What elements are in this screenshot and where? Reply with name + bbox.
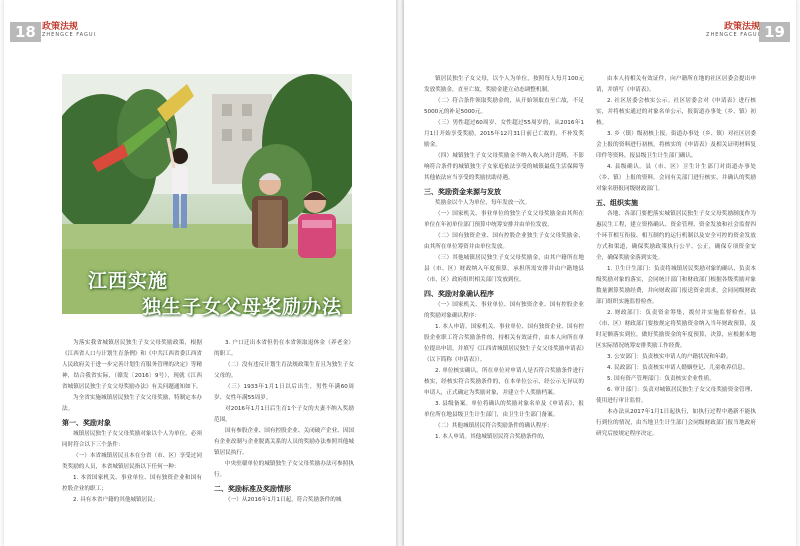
paragraph: 对2016年1月1日后生育1个子女的夫妻不纳入奖励范围。 [214,406,354,423]
section-heading: 四、奖励对象确认程序 [424,290,494,298]
section-header-cn: 政策法规 [42,22,79,32]
paragraph: （一）国家机关、事业单位、国有独资企业、国有控股企业的奖励对象确认程序： [424,302,584,319]
paragraph: 3. 县级备案。单位将确认的奖励对象名单及《申请表》，报单位所在地县级卫生计生部门，由卫生计生部门备案。 [424,401,584,418]
section-heading: 二、奖励标准及奖励情形 [214,485,291,493]
text-column-2 [214,338,354,506]
section-heading: 三、奖励资金来源与发放 [424,188,501,196]
page-number-right: 19 [759,22,790,42]
text-column-1 [62,338,202,506]
paragraph: 3. 乡（镇）级初核上报。街道办事处（乡、镇）对社区居委会上报的资料进行初核，将核实的《申请表》及相关证明材料复印件等资料，报县级卫生计生部门确认。 [596,131,756,159]
paragraph: 6. 审计部门：负责对城镇居民独生子女父母奖励资金管理、使用进行审计监督。 [596,387,756,404]
paragraph: 镇居民独生子女父母，以个人为单位，按照每人每月100元发放奖励金，直至亡故，奖励金建立动态调整机制。 [424,76,584,93]
paragraph: 2. 社区居委会核实公示。社区居委会对《申请表》进行核实，并将核实通过的对象名单公示，报街道办事处（乡、镇）初核。 [596,98,756,126]
page-gutter [396,0,404,546]
paragraph: 2. 财政部门：负责资金筹集，拨付并实施监督检查，县（市、区）财政部门要按规定将奖励资金纳入当年财政预算，及时足额落实到位，做好奖励资金的年度预算，决算，应根据本地区实际情况统筹安排奖励工作经费。 [596,310,756,349]
text-column-3 [424,74,584,443]
paragraph: 为全省实施城镇居民独生子女父母奖励，特制定本办法。 [62,395,202,412]
paragraph: 1. 本省国家机关、事业单位、国有独资企业和国有控股企业的职工； [62,475,202,492]
paragraph: （四）城镇独生子女父母奖励金不纳入收入统计范畴，不影响符合条件的城镇独生子女家庭依法享受的城镇最低生活保障等其他依法应当享受的奖励扶助待遇。 [424,153,584,181]
paragraph: 奖励金以个人为单位，每年发放一次。 [435,200,531,206]
paragraph: 4. 民政部门：负责核实申请人婚姻登记、儿童收养信息。 [607,365,749,371]
paragraph: 1. 本人申请。其他城镇居民符合奖励条件的， [435,434,549,440]
paragraph: （二）符合条件领取奖励金的，从开始领取直至亡故，不足5000元的补足5000元。 [424,98,584,115]
section-header-en: ZHENGCE FAGUI [706,32,760,38]
section-heading: 五、组织实施 [596,199,638,207]
paragraph: （一）本省城镇居民且本在分省（市、区）享受过同类奖励的人员，本省城镇居民指以下任何一种： [62,453,202,470]
paragraph: 城镇居民独生子女父母奖励对象以个人为单位，必须同时符合以下三个条件： [62,431,202,448]
paragraph: 3. 户口迁出本省但仍在本省领取退休金（养老金）的职工。 [214,340,354,357]
paragraph: 中央驻赣单位的城镇独生子女父母奖励办法可参照执行。 [214,461,354,478]
article-title [62,258,352,328]
paragraph: 本办法从2017年1月1日起执行，如执行过程中遇新不能执行到位的情况，由当地卫生计生部门会同级财政部门报当地政府研究后按规定程序决定。 [596,409,756,437]
paragraph: 4. 县级确认。县（市、区）卫生计生部门对街道办事处（乡、镇）上报的资料，会同有关部门进行核实，并确认的奖励对象名册报同级财政部门。 [596,164,756,192]
paragraph: （二）国有独资企业、国有控股企业独生子女父母奖励金，由其所在单位筹资并由单位发放。 [424,233,584,250]
title-line-2: 独生子女父母奖励办法 [142,296,343,318]
paragraph: （三）男性超过60周岁、女性超过55周岁的，从2016年1月1日开始享受奖励，2015年12月31日前已亡故的，不补发奖励金。 [424,120,584,148]
paragraph: 1. 卫生计生部门：负责将城镇居民奖励对象的确认，负责本级奖励对象的落实，会同统计部门和财政部门根据各级奖励对象数量测算奖励经费，并向财政部门报送资金需求，会同同级财政部门组织实施监督检查。 [596,266,756,305]
section-header-right [706,22,760,39]
paragraph: 国有参股企业、国有控股企业、关闭破产企业、因国有企业改制与企业脱离关系的人员的奖励办法参照其他城镇居民执行。 [214,428,354,456]
paragraph: （三）1933年1月1日以后出生，男性年满60周岁、女性年满55周岁。 [214,384,354,401]
page-number-left: 18 [10,22,41,42]
section-header-cn: 政策法规 [723,22,760,32]
paragraph: 为落实我省城镇居民独生子女父母奖励政策，根据《江西省人口与计划生育条例》和《中共江西省委江西省人民政府关于进一步完善计划生育服务管理的决定》等精神，结合我省实际，（赣发〔2016〕9号），现就《江西省城镇居民独生子女父母奖励办法》有关问题通知如下。 [62,340,202,390]
paragraph: 5. 国有资产管理部门：负责核实企业性质。 [607,376,715,382]
text-column-4 [596,74,756,440]
paragraph: （一）国家机关、事业单位的独生子女父母奖励金由其所在单位在年初单位部门预算中统筹安排并由单位发放。 [424,211,584,228]
paragraph: 1. 本人申请。国家机关、事业单位、国有独资企业、国有控股企业职工符合奖励条件的，持相关有效证件，由本人向所在单位提出申请，并填写《江西省城镇居民独生子女父母奖励申请表》（以下简称《申请表》）。 [424,324,584,363]
paragraph: 由本人持相关有效证件，向户籍所在地的社区居委会提出申请，并填写《申请表》。 [596,76,756,93]
section-heading: 第一、奖励对象 [62,419,111,427]
paragraph: （三）其他城镇居民独生子女父母奖励金，由其户籍所在地县（市、区）财政纳入年度预算，承担所需安排并由户籍地县（市、区）政府组织相关部门发放到位。 [424,255,584,283]
section-header-en: ZHENGCE FAGUI [42,32,96,38]
section-header-left [42,22,96,39]
paragraph: 2. 单位核实确认。所在单位对申请人是否符合奖励条件进行核实，经核实符合奖励条件的，在本单位公示，经公示无异议的申请人，正式确定为奖励对象，并建立个人奖励档案。 [424,368,584,396]
title-line-1: 江西实施 [88,270,169,292]
paragraph: 2. 具有本省户籍的其他城镇居民； [73,497,159,503]
paragraph: （二）没有违反计划生育法规政策生育且为独生子女父母的。 [214,362,354,379]
paragraph: （二）其他城镇居民符合奖励条件的确认程序： [435,423,553,429]
paragraph: 各地、各部门要把落实城镇居民独生子女父母奖励制度作为惠民生工程，建立资格确认、资金管理、资金发放和社会监督四个环节相互衔接、相互制约的运行机制以及安全可控的资金发放方式和渠道，确保奖励政策执行公平、公正，确保专项资金安全，确保奖励金落到实处。 [596,211,756,261]
paragraph: 3. 公安部门：负责核实申请人的户籍状况和年龄。 [607,354,732,360]
paragraph: （一）从2016年1月1日起，符合奖励条件的城 [225,497,342,503]
